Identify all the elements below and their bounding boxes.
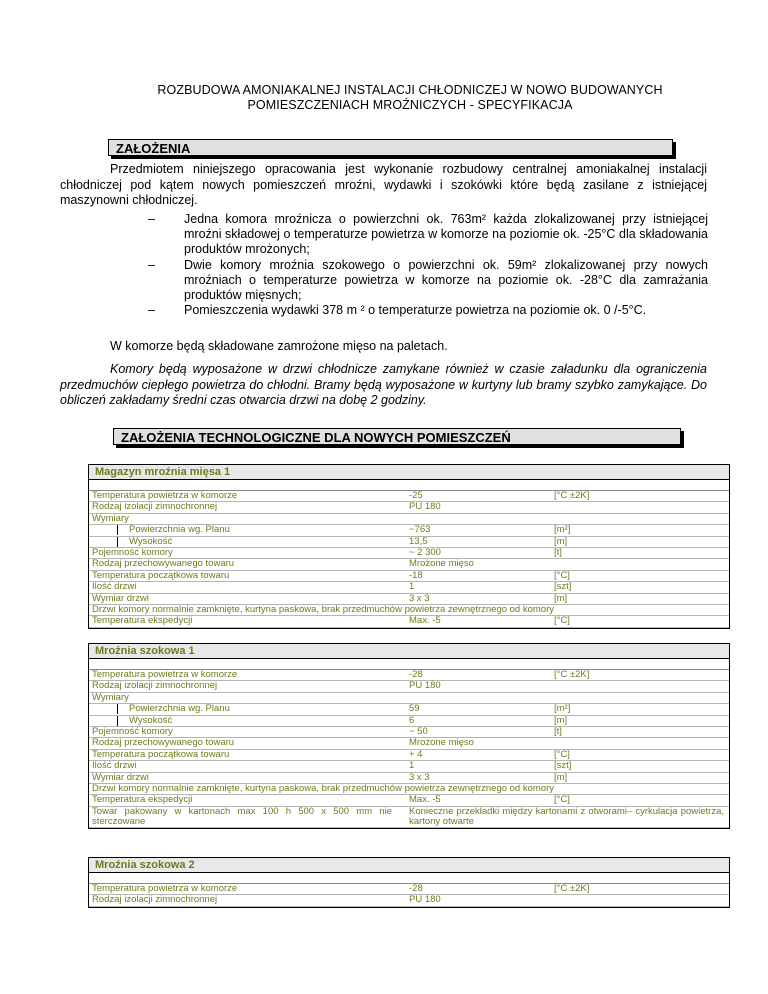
row-value: Max. -5 [409, 615, 441, 627]
section-heading-technology: ZAŁOŻENIA TECHNOLOGICZNE DLA NOWYCH POMIESZCZEŃ [113, 428, 681, 445]
table-row [89, 616, 729, 627]
row-value: 1 [409, 581, 415, 593]
row-unit: [m] [554, 592, 568, 604]
row-value: Max. -5 [409, 794, 441, 806]
table-row [89, 704, 729, 715]
dash-bullet: – [148, 212, 155, 226]
intro-paragraph: Przedmiotem niniejszego opracowania jest wykonanie rozbudowy centralnej amoniakalnej instalacji chłodniczej pod kątem nowych pomieszczeń mroźni, wydawki i szokówki które będą zasilane z istniejącej maszynowni chłodniczej. [60, 162, 707, 207]
row-unit: [t] [554, 725, 562, 737]
row-label: Wymiar drzwi [92, 592, 149, 604]
table-row [89, 525, 729, 536]
row-unit: [°C] [554, 794, 570, 806]
document-title [80, 83, 740, 113]
row-label: Temperatura ekspedycji [92, 794, 193, 806]
row-value: + 4 [409, 748, 423, 760]
row-label: Powierzchnia wg. Planu [129, 524, 230, 536]
table-header: Mroźnia szokowa 2 [89, 858, 729, 873]
storage-paragraph: W komorze będą składowane zamrożone mięso na paletach. [110, 339, 448, 353]
row-value: 3 x 3 [409, 771, 430, 783]
spec-table-meat-freezer [88, 464, 730, 629]
row-unit: [m] [554, 771, 568, 783]
indent-marker [117, 716, 118, 726]
row-value: ~ 2 300 [409, 546, 441, 558]
row-unit: [m] [554, 714, 568, 726]
row-label: Temperatura powietrza w komorze [92, 883, 238, 894]
dash-bullet: – [148, 257, 155, 272]
list-item: – Dwie komory mroźnia szokowego o powierzchni ok. 59m² zlokalizowanej przy nowych mroźniach o temperaturze powietrza w komorze na poziomie ok. -28°C dla zamrażania produktów mięsnych; [148, 257, 708, 303]
row-value: Mrożone mięso [409, 558, 474, 570]
table-row [89, 795, 729, 806]
spec-table-blast-freezer-2 [88, 857, 730, 908]
row-label: Wysokość [129, 714, 173, 726]
row-label: Rodzaj przechowywanego towaru [92, 737, 235, 749]
row-label: Powierzchnia wg. Planu [129, 703, 230, 715]
row-value: PU 180 [409, 894, 441, 906]
row-unit: [°C] [554, 569, 570, 581]
doors-paragraph: Komory będą wyposażone w drzwi chłodnicze zamykane również w czasie załadunku dla ograniczenia przedmuchów ciepłego powietrza do chłodni. Bramy będą wyposażone w kurtyny lub bramy szybko zamykające. Do obliczeń zakładamy średni czas otwarcia drzwi na dobę 2 godziny. [60, 362, 707, 407]
row-label: Temperatura powietrza w komorze [92, 490, 238, 501]
row-label: Ilość drzwi [92, 760, 137, 772]
row-value: 13,5 [409, 535, 428, 547]
row-label: Wymiary [92, 512, 129, 524]
row-label: Towar pakowany w kartonach max 100 h 500 x 500 mm nie sterczowane [92, 805, 392, 828]
row-unit: [°C ±2K] [554, 490, 590, 501]
row-unit: [m²] [554, 703, 571, 715]
row-label: Temperatura początkowa towaru [92, 569, 230, 581]
row-label: Rodzaj izolacji zimnochronnej [92, 501, 218, 513]
table-row [89, 502, 729, 513]
row-unit: [szt] [554, 581, 572, 593]
row-label: Rodzaj izolacji zimnochronnej [92, 894, 218, 906]
row-unit: [°C ±2K] [554, 883, 590, 894]
row-value: 59 [409, 703, 420, 715]
table-row [89, 895, 729, 906]
row-label: Pojemność komory [92, 725, 173, 737]
list-item: – Pomieszczenia wydawki 378 m ² o temperaturze powietrza na poziomie ok. 0 /-5°C. [148, 303, 647, 318]
row-value: ~763 [409, 524, 431, 536]
row-label: Temperatura powietrza w komorze [92, 669, 238, 680]
section-heading-assumptions: ZAŁOŻENIA [108, 139, 673, 156]
row-label: Pojemność komory [92, 546, 173, 558]
row-value: ~ 50 [409, 725, 428, 737]
row-unit: [t] [554, 546, 562, 558]
indent-marker [117, 525, 118, 535]
table-header: Magazyn mroźnia mięsa 1 [89, 465, 729, 480]
assumptions-list [148, 212, 708, 318]
row-value: -28 [409, 669, 423, 680]
row-label: Wymiar drzwi [92, 771, 149, 783]
row-unit: [°C ±2K] [554, 669, 590, 680]
title-line-2: POMIESZCZENIACH MROŹNICZYCH - SPECYFIKACJA [247, 98, 573, 112]
indent-marker [117, 537, 118, 547]
row-label: Ilość drzwi [92, 581, 137, 593]
row-value: -18 [409, 569, 423, 581]
row-label: Wymiary [92, 691, 129, 703]
row-label: Temperatura ekspedycji [92, 615, 193, 627]
row-label: Drzwi komory normalnie zamknięte, kurtyna paskowa, brak przedmuchów powietrza zewnętrznego od komory [92, 603, 554, 615]
row-value: 1 [409, 760, 415, 772]
row-value: PU 180 [409, 680, 441, 692]
row-label: Rodzaj izolacji zimnochronnej [92, 680, 218, 692]
row-label: Rodzaj przechowywanego towaru [92, 558, 235, 570]
row-unit: [m²] [554, 524, 571, 536]
row-label: Wysokość [129, 535, 173, 547]
table-header: Mroźnia szokowa 1 [89, 644, 729, 659]
row-label: Drzwi komory normalnie zamknięte, kurtyna paskowa, brak przedmuchów powietrza zewnętrznego od komory [92, 782, 554, 794]
spec-table-blast-freezer-1 [88, 643, 730, 829]
row-unit: [m] [554, 535, 568, 547]
row-value: 6 [409, 714, 415, 726]
row-value: -25 [409, 490, 423, 501]
title-line-1: ROZBUDOWA AMONIAKALNEJ INSTALACJI CHŁODNICZEJ W NOWO BUDOWANYCH [157, 83, 663, 97]
row-value: 3 x 3 [409, 592, 430, 604]
row-value: Konieczne przekładki między kartonami z otworami– cyrkulacja powietrza, kartony otwarte [409, 805, 724, 828]
table-row [89, 807, 729, 828]
row-unit: [°C] [554, 615, 570, 627]
row-unit: [°C] [554, 748, 570, 760]
row-value: -28 [409, 883, 423, 894]
table-row [89, 681, 729, 692]
table-row [89, 761, 729, 772]
row-unit: [szt] [554, 760, 572, 772]
indent-marker [117, 704, 118, 714]
row-value: PU 180 [409, 501, 441, 513]
table-row [89, 582, 729, 593]
row-label: Temperatura początkowa towaru [92, 748, 230, 760]
row-value: Mrożone mięso [409, 737, 474, 749]
list-item: – Jedna komora mroźnicza o powierzchni ok. 763m² każda zlokalizowanej przy istniejącej mroźni składowej o temperaturze powietrza w komorze na poziomie ok. -25°C dla składowania produktów mrożonych; [148, 212, 708, 257]
dash-bullet: – [148, 303, 155, 318]
